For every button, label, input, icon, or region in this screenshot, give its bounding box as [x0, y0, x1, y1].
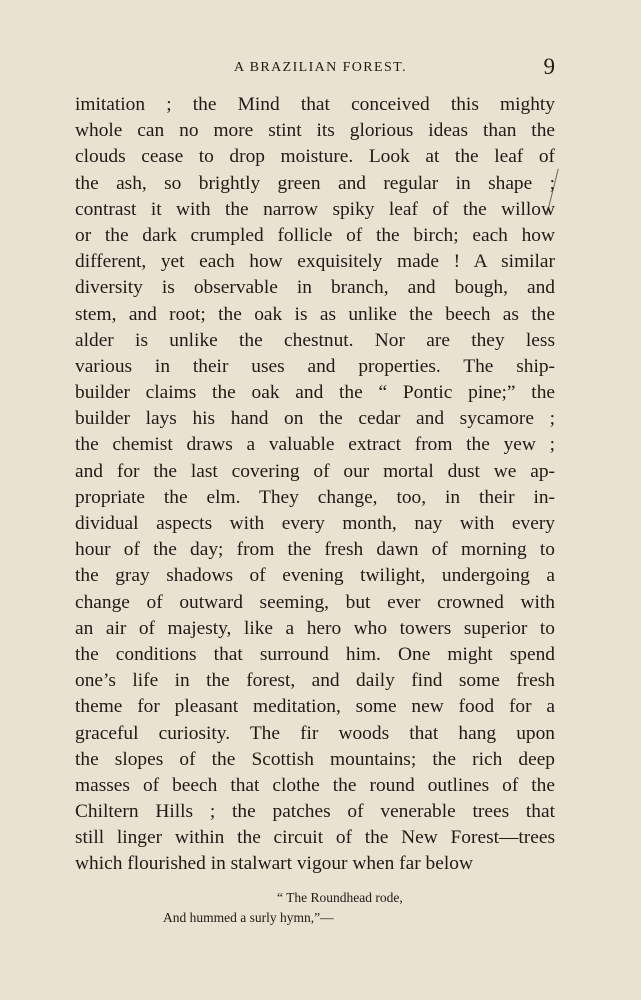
running-head — [0, 54, 641, 82]
text-line: one’s life in the forest, and daily find some fresh — [75, 670, 555, 692]
text-line: the gray shadows of evening twilight, undergoing a — [75, 565, 555, 587]
body-paragraph — [75, 92, 555, 878]
text-line: alder is unlike the chestnut. Nor are they less — [75, 329, 555, 351]
text-line: the slopes of the Scottish mountains; the rich deep — [75, 748, 555, 770]
text-line: change of outward seeming, but ever crowned with — [75, 591, 555, 613]
text-line: clouds cease to drop moisture. Look at the leaf of — [75, 146, 555, 168]
quote-line: “ The Roundhead rode, — [277, 890, 403, 905]
text-line: the chemist draws a valuable extract from the yew ; — [75, 434, 555, 456]
verse-quotation — [0, 888, 641, 928]
page-number: 9 — [543, 54, 555, 79]
text-line: Chiltern Hills ; the patches of venerable trees that — [75, 801, 555, 823]
text-line: builder claims the oak and the “ Pontic pine;” the — [75, 382, 555, 404]
text-line: which flourished in stalwart vigour when far below — [75, 853, 473, 875]
running-title: A BRAZILIAN FOREST. — [234, 60, 407, 75]
text-line: dividual aspects with every month, nay with every — [75, 513, 555, 534]
text-line: various in their uses and properties. The ship- — [75, 355, 555, 377]
text-line: whole can no more stint its glorious ideas than the — [75, 120, 555, 142]
text-line: masses of beech that clothe the round outlines of the — [75, 774, 555, 796]
text-line: hour of the day; from the fresh dawn of morning to — [75, 539, 555, 561]
text-line: diversity is observable in branch, and bough, and — [75, 277, 555, 299]
text-line: graceful curiosity. The fir woods that hang upon — [75, 722, 555, 744]
quote-line: And hummed a surly hymn,”— — [163, 910, 334, 925]
text-line: still linger within the circuit of the New Forest—trees — [75, 827, 555, 849]
text-line: stem, and root; the oak is as unlike the beech as the — [75, 303, 555, 325]
text-line: propriate the elm. They change, too, in their in- — [75, 486, 555, 508]
text-line: the conditions that surround him. One might spend — [75, 643, 555, 665]
text-line: theme for pleasant meditation, some new food for a — [75, 696, 555, 718]
text-line: different, yet each how exquisitely made ! A similar — [75, 251, 555, 273]
text-line: the ash, so brightly green and regular in shape ; — [75, 172, 555, 194]
text-line: imitation ; the Mind that conceived this mighty — [75, 94, 555, 115]
text-line: or the dark crumpled follicle of the birch; each how — [75, 224, 555, 246]
text-line: builder lays his hand on the cedar and sycamore ; — [75, 408, 555, 430]
text-line: an air of majesty, like a hero who towers superior to — [75, 617, 555, 639]
text-line: and for the last covering of our mortal dust we ap- — [75, 460, 555, 482]
text-line: contrast it with the narrow spiky leaf of the willow — [75, 198, 555, 220]
